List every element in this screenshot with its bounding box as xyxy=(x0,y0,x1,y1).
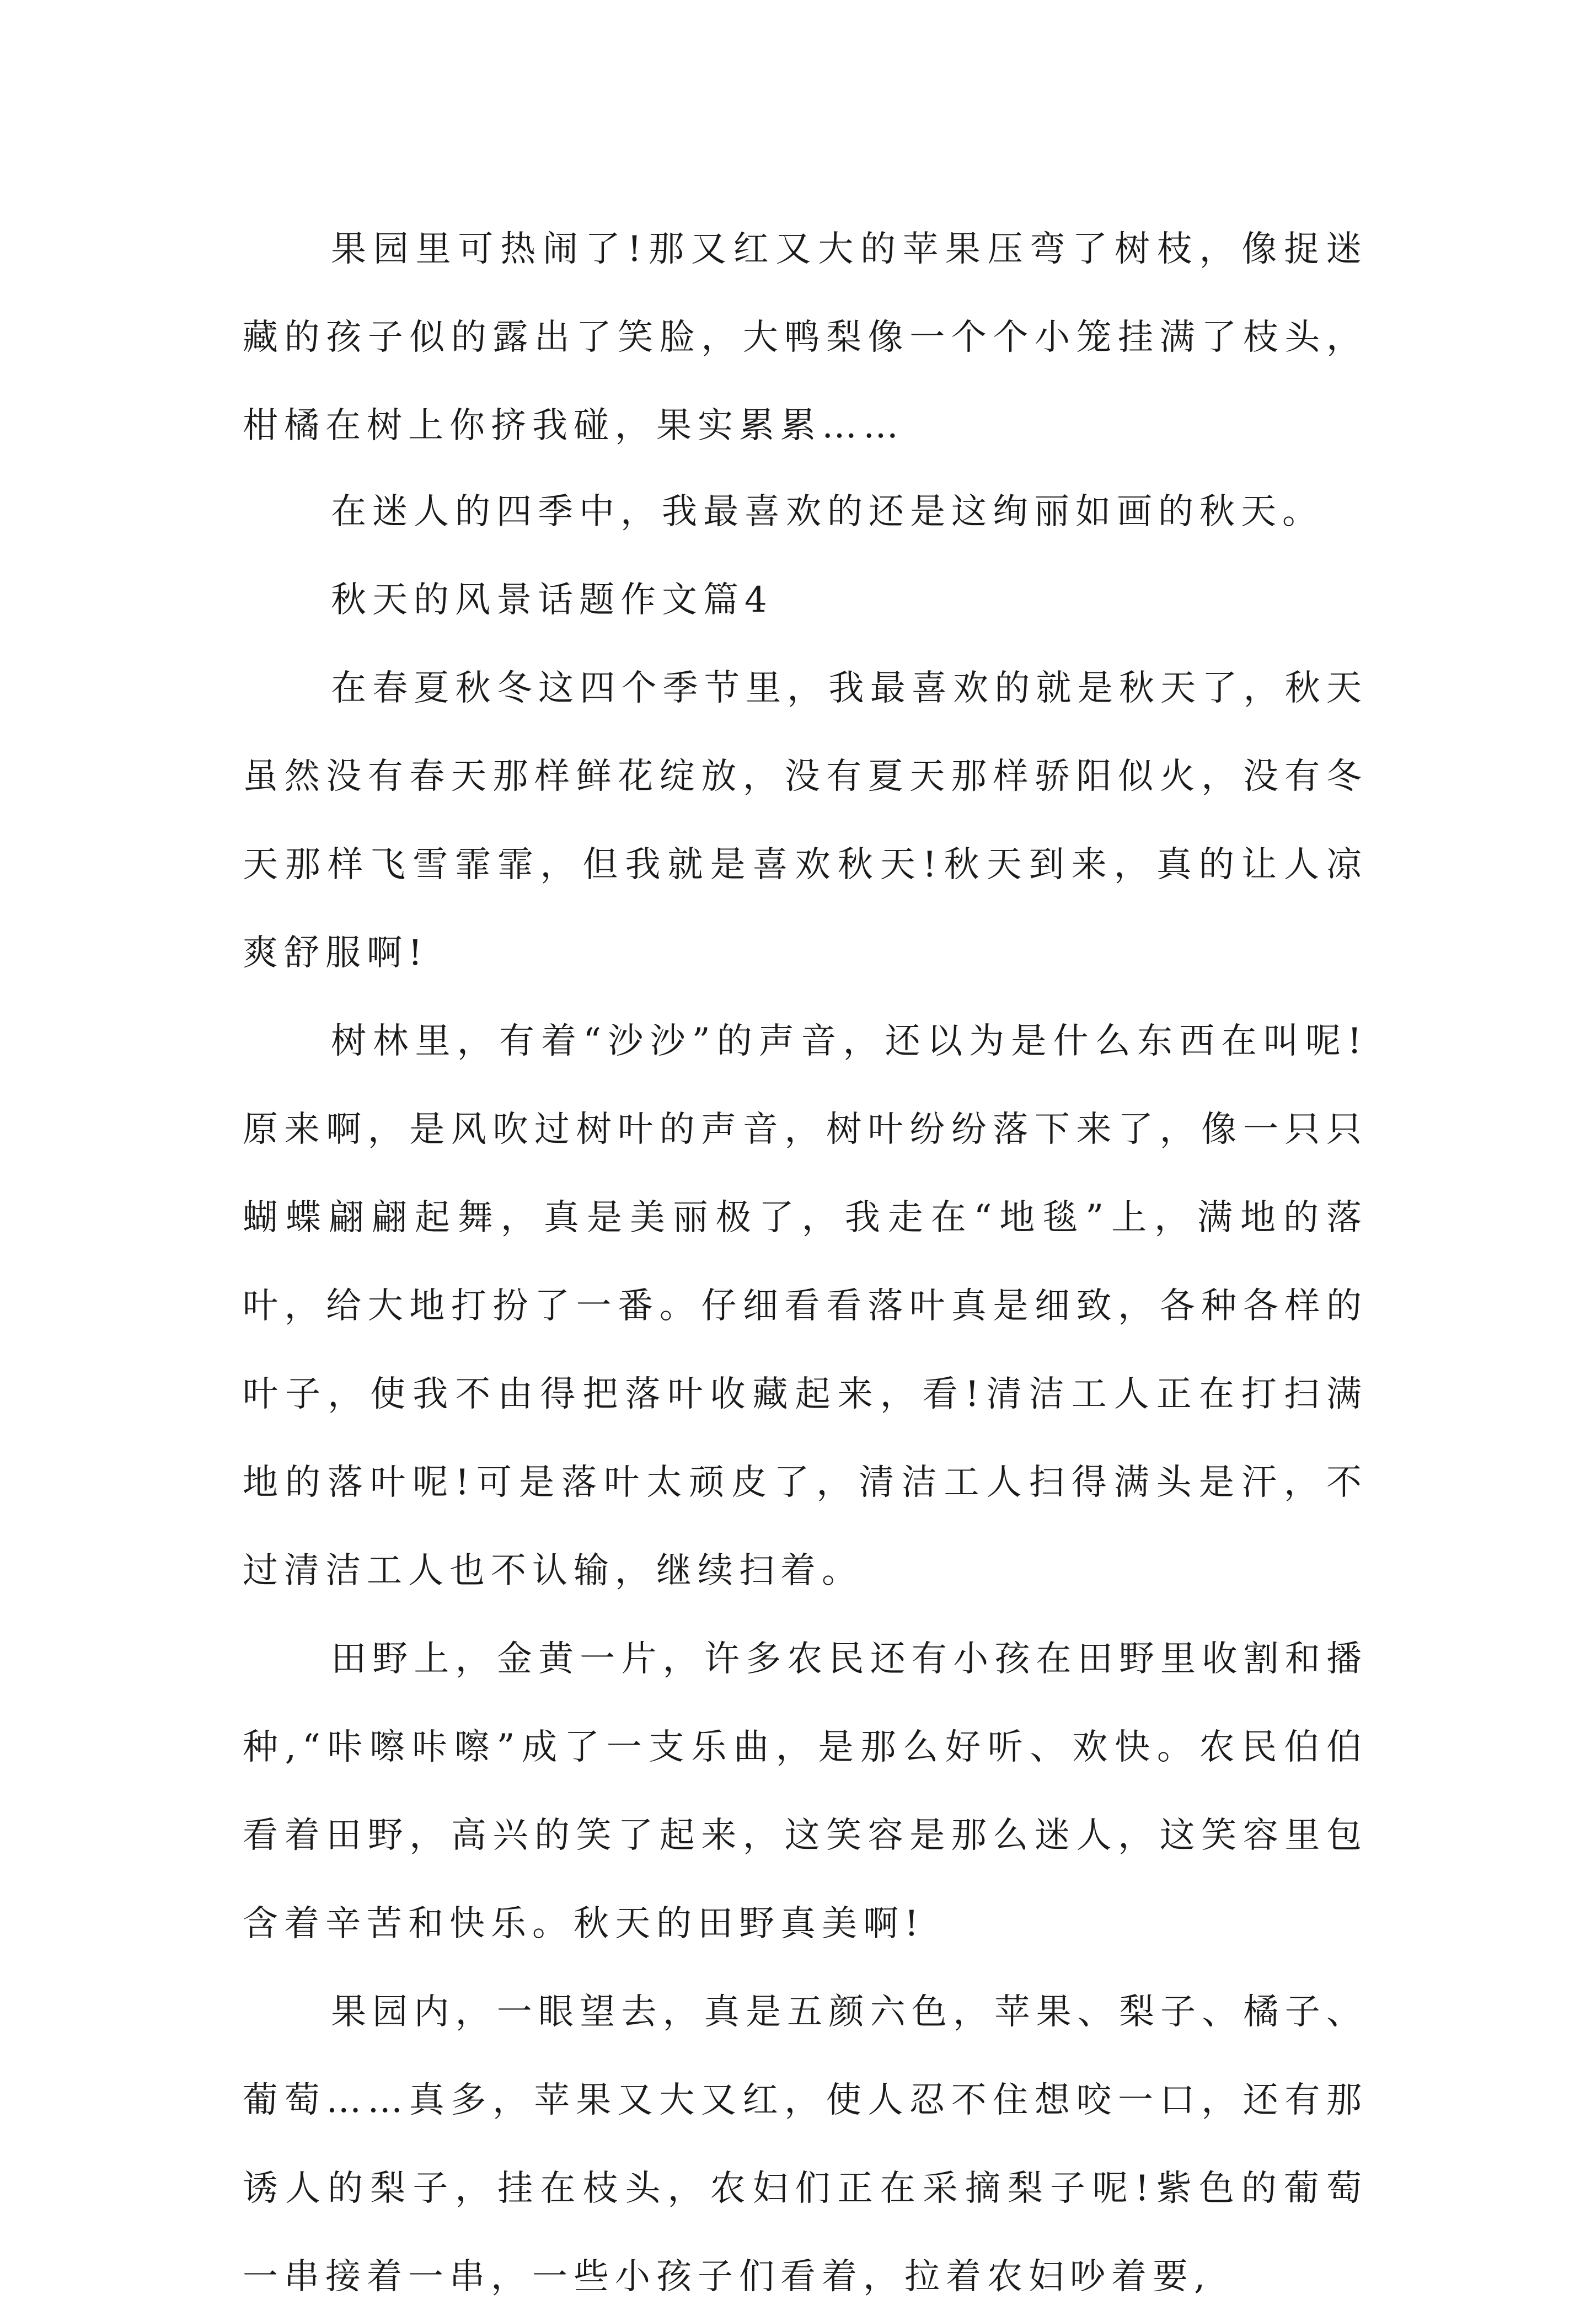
paragraph-woods: 树林里，有着“沙沙”的声音，还以为是什么东西在叫呢!原来啊，是风吹过树叶的声音，树叶纷纷落下来了，像一只只蝴蝶翩翩起舞，真是美丽极了，我走在“地毯”上，满地的落叶，给大地打扮了一番。仔细看看落叶真是细致，各种各样的叶子，使我不由得把落叶收藏起来，看!清洁工人正在打扫满地的落叶呢!可是落叶太顽皮了，清洁工人扫得满头是汗，不过清洁工人也不认输，继续扫着。 xyxy=(243,1021,1368,1591)
section-heading: 秋天的风景话题作文篇4 xyxy=(331,580,773,621)
paragraph-orchard-fruits: 果园内，一眼望去，真是五颜六色，苹果、梨子、橘子、葡萄……真多，苹果又大又红，使人忍不住想咬一口，还有那诱人的梨子，挂在枝头，农妇们正在采摘梨子呢!紫色的葡萄一串接着一串，一些小孩子们看着，拉着农妇吵着要, xyxy=(243,1992,1368,2297)
document-body xyxy=(243,205,1368,2321)
paragraph-orchard-intro: 果园里可热闹了!那又红又大的苹果压弯了树枝，像捉迷藏的孩子似的露出了笑脸，大鸭梨像一个个小笼挂满了枝头，柑橘在树上你挤我碰，果实累累…… xyxy=(243,229,1368,446)
paragraph-four-seasons: 在春夏秋冬这四个季节里，我最喜欢的就是秋天了，秋天虽然没有春天那样鲜花绽放，没有夏天那样骄阳似火，没有冬天那样飞雪霏霏，但我就是喜欢秋天!秋天到来，真的让人凉爽舒服啊! xyxy=(243,668,1368,974)
paragraph-fields: 田野上，金黄一片，许多农民还有小孩在田野里收割和播种,“咔嚓咔嚓”成了一支乐曲，是那么好听、欢快。农民伯伯看着田野，高兴的笑了起来，这笑容是那么迷人，这笑容里包含着辛苦和快乐。秋天的田野真美啊! xyxy=(243,1639,1368,1944)
paragraph-favorite-autumn: 在迷人的四季中，我最喜欢的还是这绚丽如画的秋天。 xyxy=(331,491,1324,532)
